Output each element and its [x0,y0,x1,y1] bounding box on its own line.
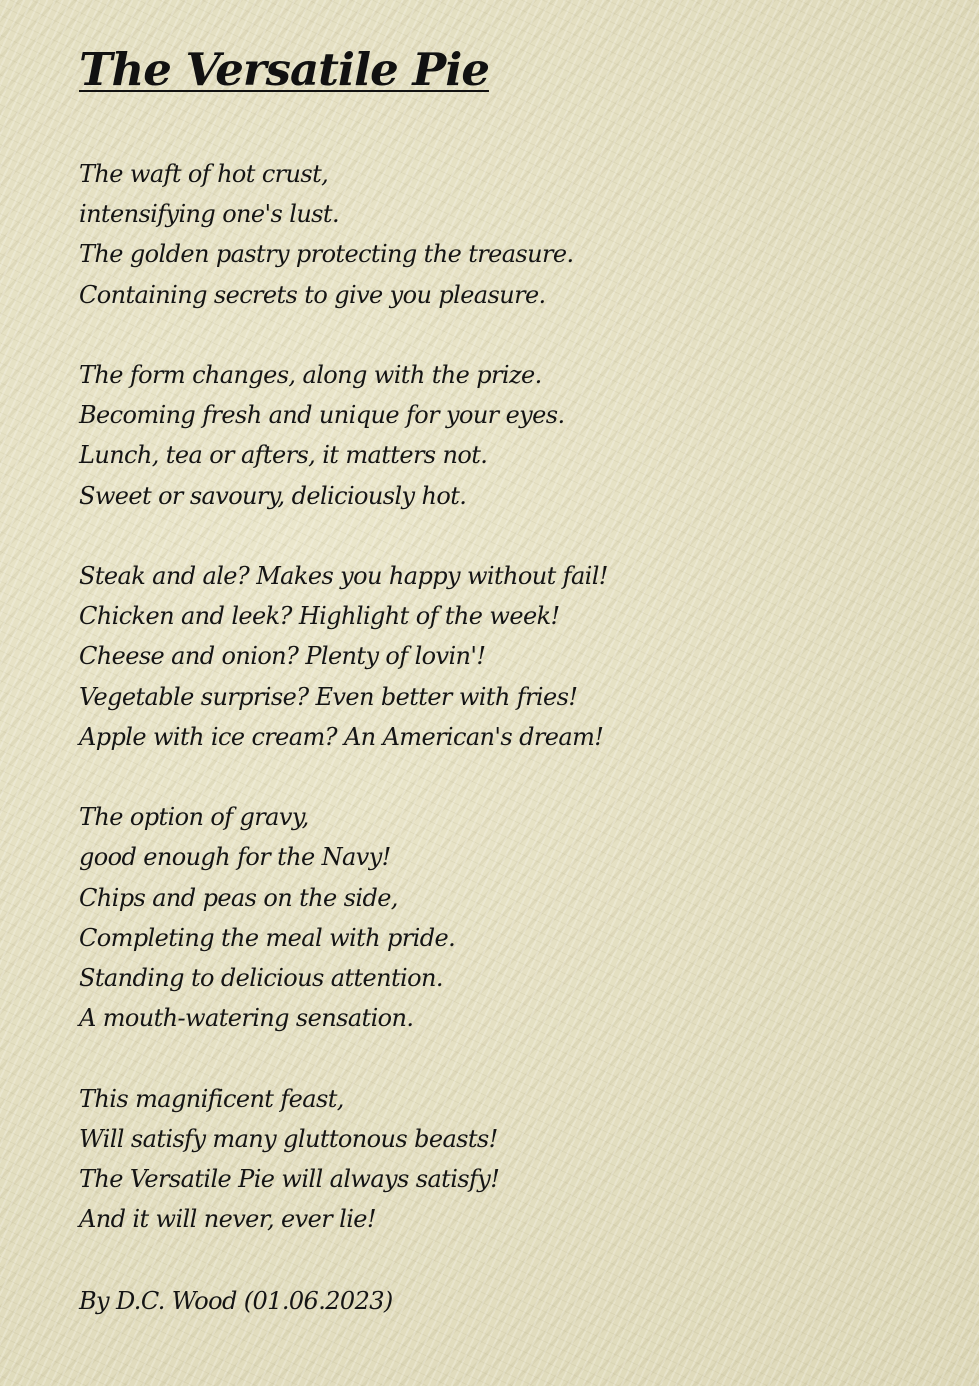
poem-line: The Versatile Pie will always satisfy! [79,1165,500,1194]
poem-title: The Versatile Pie [79,43,489,96]
poem-line: Becoming fresh and unique for your eyes. [79,401,565,430]
poem-line: Chips and peas on the side, [79,883,398,912]
poem-line: Will satisfy many gluttonous beasts! [79,1124,498,1153]
poem-line: The golden pastry protecting the treasure. [79,240,574,269]
poem-line: Lunch, tea or afters, it matters not. [79,441,488,470]
stanza-4 [79,797,939,1038]
poem-byline: By D.C. Wood (01.06.2023) [79,1287,393,1315]
poem-line: And it will never, ever lie! [79,1205,376,1234]
poem-line: good enough for the Navy! [79,843,391,872]
poem-line: Standing to delicious attention. [79,964,443,993]
poem-line: Containing secrets to give you pleasure. [79,280,546,309]
poem-line: Cheese and onion? Plenty of lovin'! [79,642,486,671]
poem-line: Steak and ale? Makes you happy without fail! [79,562,608,590]
poem-line: Apple with ice cream? An American's dream! [79,722,604,751]
poem-line: This magnificent feast, [79,1084,344,1113]
poem-line: The waft of hot crust, [79,160,329,188]
stanza-5 [79,1079,939,1240]
poem-body [79,154,939,1280]
stanza-2 [79,355,939,516]
poem-line: Vegetable surprise? Even better with fries! [79,682,578,711]
poem-line: The form changes, along with the prize. [79,361,542,389]
poem-line: Chicken and leek? Highlight of the week! [79,602,560,631]
poem-line: intensifying one's lust. [79,200,339,229]
poem-line: The option of gravy, [79,803,309,832]
poem-line: A mouth-watering sensation. [79,1004,414,1033]
stanza-1 [79,154,939,315]
poem-line: Sweet or savoury, deliciously hot. [79,481,467,510]
poem-line: Completing the meal with pride. [79,923,456,952]
stanza-3 [79,556,939,757]
